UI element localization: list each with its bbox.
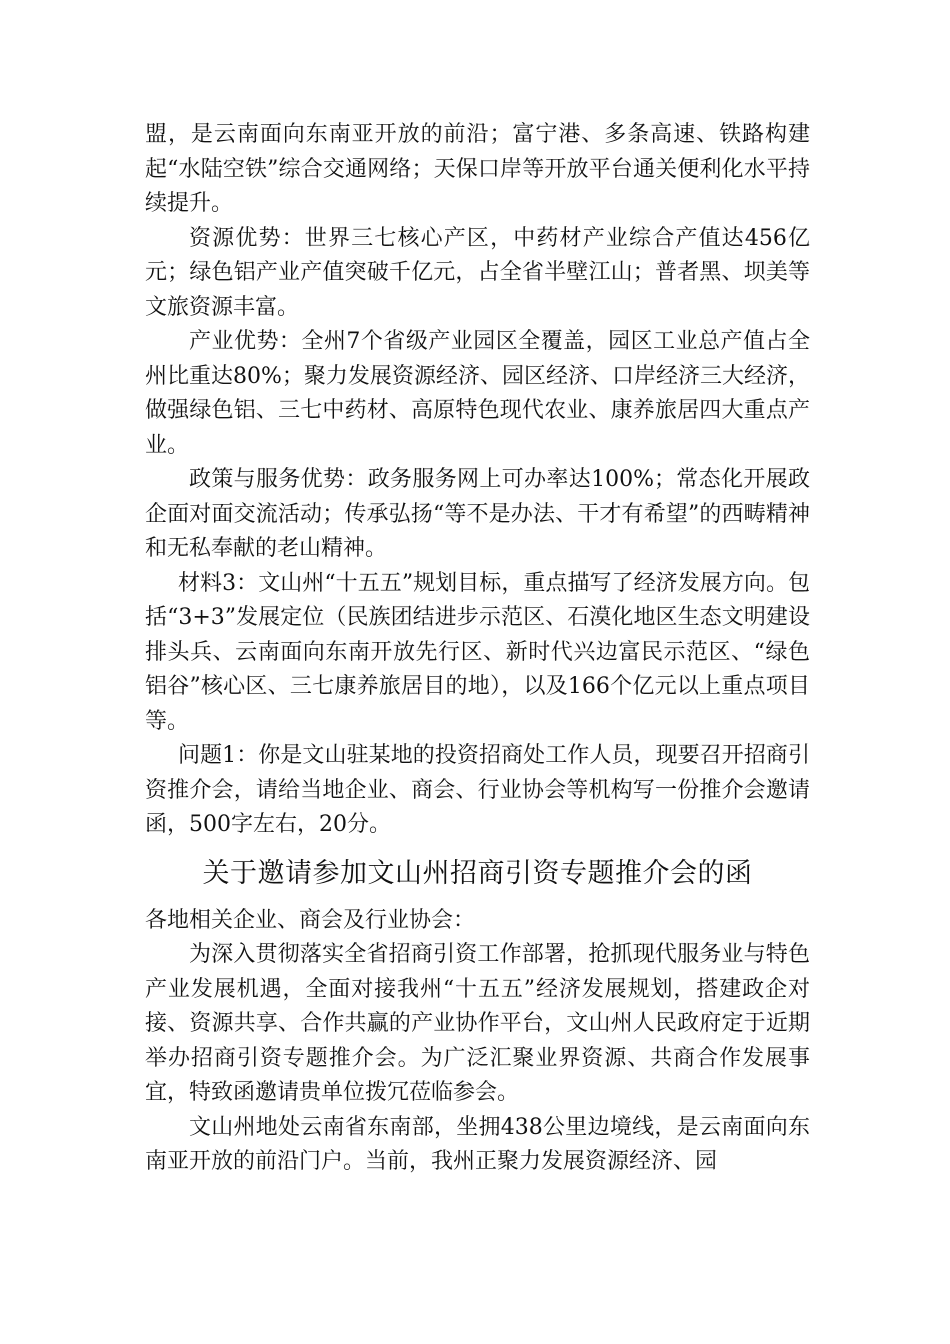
- letter-paragraph-purpose: 为深入贯彻落实全省招商引资工作部署，抢抓现代服务业与特色产业发展机遇，全面对接我州“十五五”经济发展规划，搭建政企对接、资源共享、合作共赢的产业协作平台，文山州人民政府定于近期举办招商引资专题推介会。为广泛汇聚业界资源、共商合作发展事宜，特致函邀请贵单位拨冗莅临参会。: [145, 942, 810, 1105]
- document-page: [145, 118, 810, 1180]
- paragraph-transport: 盟，是云南面向东南亚开放的前沿；富宁港、多条高速、铁路构建起“水陆空铁”综合交通网络；天保口岸等开放平台通关便利化水平持续提升。: [145, 122, 810, 216]
- paragraph-industry-advantage: 产业优势：全州7个省级产业园区全覆盖，园区工业总产值占全州比重达80%；聚力发展资源经济、园区经济、口岸经济三大经济，做强绿色铝、三七中药材、高原特色现代农业、康养旅居四大重点产业。: [145, 329, 810, 458]
- paragraph-question-1: 问题1：你是文山驻某地的投资招商处工作人员，现要召开招商引资推介会，请给当地企业、商会、行业协会等机构写一份推介会邀请函，500字左右，20分。: [145, 743, 810, 837]
- letter-salutation: 各地相关企业、商会及行业协会：: [145, 907, 476, 933]
- letter-title: 关于邀请参加文山州招商引资专题推介会的函: [202, 857, 753, 889]
- paragraph-resource-advantage: 资源优势：世界三七核心产区，中药材产业综合产值达456亿元；绿色铝产业产值突破千亿元，占全省半壁江山；普者黑、坝美等文旅资源丰富。: [145, 225, 810, 320]
- paragraph-material-3: 材料3：文山州“十五五”规划目标，重点描写了经济发展方向。包括“3+3”发展定位（民族团结进步示范区、石漠化地区生态文明建设排头兵、云南面向东南开放先行区、新时代兴边富民示范区、“绿色铝谷”核心区、三七康养旅居目的地），以及166个亿元以上重点项目等。: [145, 570, 810, 734]
- paragraph-policy-advantage: 政策与服务优势：政务服务网上可办率达100%；常态化开展政企面对面交流活动；传承弘扬“等不是办法、干才有希望”的西畴精神和无私奉献的老山精神。: [145, 467, 810, 561]
- letter-paragraph-introduction: 文山州地处云南省东南部，坐拥438公里边境线，是云南面向东南亚开放的前沿门户。当前，我州正聚力发展资源经济、园: [145, 1114, 810, 1174]
